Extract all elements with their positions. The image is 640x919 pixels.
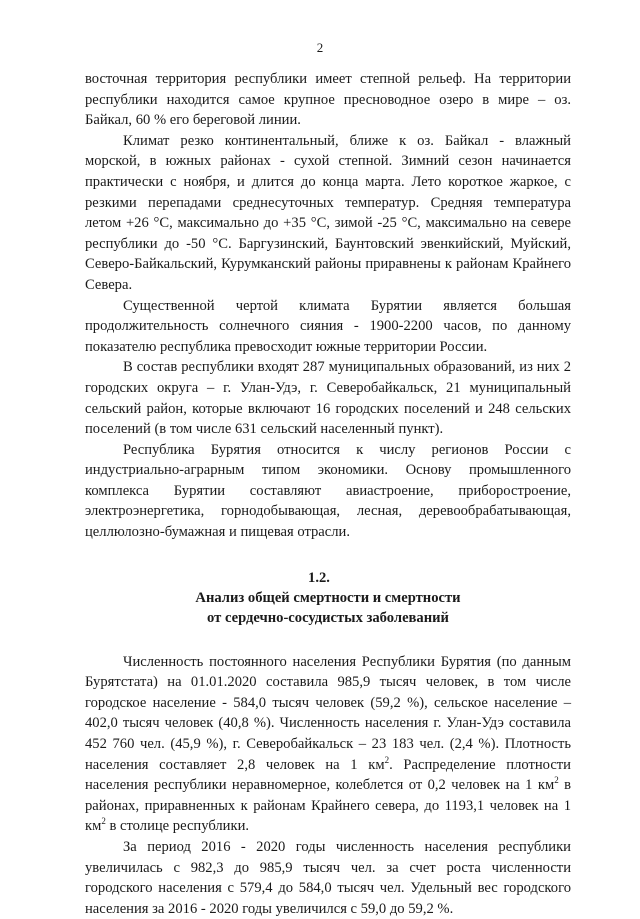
- paragraph-relief: восточная территория республики имеет степной рельеф. На территории республики находится самое крупное пресноводное озеро в мире – оз. Байкал, 60 % его береговой линии.: [85, 71, 571, 129]
- section-number: 1.2.: [308, 569, 330, 586]
- population-text-1: Численность постоянного населения Республики Бурятия (по данным Бурятстата) на 01.01.2020 составила 985,9 тысяч человек, в том числе городское население - 584,0 тысяч человек (59,2 %), сельское население – 402,0 тысяч человек (40,8 %). Численность населения г. Улан-Удэ составила 452 760 чел. (45,9 %), г. Северобайкальск – 23 183 чел. (2,4 %). Плотность населения составляет 2,8 человек на 1 км: [85, 653, 571, 773]
- superscript-2-c: 2: [101, 816, 106, 827]
- paragraph-municipalities: В состав республики входят 287 муниципальных образований, из них 2 городских округа – г. Улан-Удэ, г. Северобайкальск, 21 муниципальный сельский район, которые включают 16 городских поселений и 248 сельских поселений (в том числе 631 сельский населенный пункт).: [85, 359, 571, 438]
- document-body: [85, 69, 571, 919]
- population-text-4: в столице республики.: [105, 818, 250, 835]
- paragraph-sunshine: Существенной чертой климата Бурятии является большая продолжительность солнечного сияния - 1900-2200 часов, по данному показателю республика превосходит южные территории России.: [85, 297, 571, 355]
- page-number: 2: [316, 40, 324, 55]
- section-heading: [85, 568, 571, 628]
- superscript-2-a: 2: [384, 754, 390, 765]
- paragraph-economy: Республика Бурятия относится к числу регионов России с индустриально-аграрным типом экономики. Основу промышленного комплекса Бурятии составляют авиастроение, приборостроение, электроэнергетика, горнодобывающая, лесная, деревообрабатывающая, целлюлозно-бумажная и пищевая отрасли.: [85, 441, 571, 541]
- paragraph-population: [85, 652, 571, 837]
- paragraph-population-growth: За период 2016 - 2020 годы численность населения республики увеличилась с 982,3 до 985,9 тысяч чел. за счет роста численности городского населения с 579,4 до 584,0 тысяч чел. Удельный вес городского населения за 2016 - 2020 годы увеличился с 59,0 до 59,2 %.: [85, 839, 571, 917]
- superscript-2-b: 2: [554, 775, 559, 786]
- section-title-line-1: Анализ общей смертности и смертности: [195, 589, 461, 606]
- population-text-2: . Распределение плотности населения республики неравномерное, колеблется от 0,2 человек на 1 км: [85, 756, 571, 794]
- population-text-3: в районах, приравненных к районам Крайнего севера, до 1193,1 человек на 1 км: [85, 777, 571, 835]
- paragraph-climate: Климат резко континентальный, ближе к оз. Байкал - влажный морской, в южных районах - сухой степной. Зимний сезон начинается практически с ноября, и длится до конца марта. Лето короткое жаркое, с резкими перепадами среднесуточных температур. Средняя температура летом +26 °C, максимально до +35 °C, зимой -25 °C, максимально на севере республики до -50 °C. Баргузинский, Баунтовский эвенкийский, Муйский, Северо-Байкальский, Курумканский районы приравнены к районам Крайнего Севера.: [85, 132, 571, 293]
- section-heading-line-1: [85, 568, 571, 608]
- section-title-line-2: от сердечно-сосудистых заболеваний: [207, 609, 449, 626]
